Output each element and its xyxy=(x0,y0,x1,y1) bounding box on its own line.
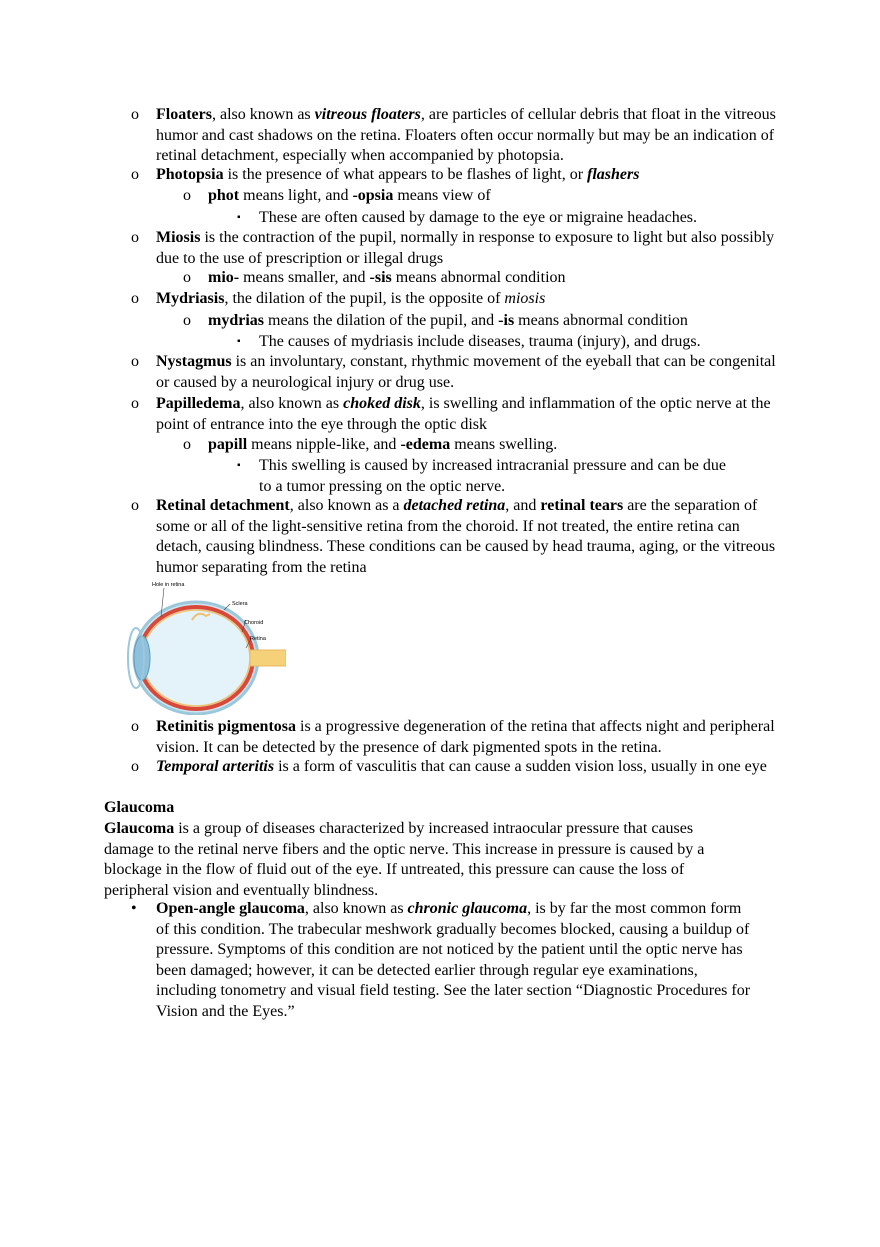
text-run: This swelling is caused by increased intracranial pressure and can be due to a tumor pressing on the optic nerve. xyxy=(259,457,726,495)
term: Nystagmus xyxy=(156,353,232,370)
text-run: means swelling. xyxy=(450,436,558,453)
list-item xyxy=(131,352,781,393)
text-run: means view of xyxy=(393,187,491,204)
paragraph xyxy=(0,819,744,901)
list-item xyxy=(237,332,739,353)
bullet-marker: ▪ xyxy=(237,460,241,471)
text-run: is a form of vasculitis that can cause a sudden vision loss, usually in one eye xyxy=(274,758,767,775)
item-text xyxy=(156,165,781,186)
list-item xyxy=(131,105,781,167)
text-run: , also known as xyxy=(211,106,315,123)
term: miosis xyxy=(504,290,546,307)
item-text xyxy=(208,311,768,332)
text-run: is an involuntary, constant, rhythmic movement of the eyeball that can be congenital or caused by a neurological injury or drug use. xyxy=(156,353,776,391)
item-text xyxy=(208,435,768,456)
text-run: means abnormal condition xyxy=(391,269,566,286)
item-text xyxy=(156,717,781,758)
term: Floaters xyxy=(156,106,212,123)
bullet-marker: o xyxy=(131,106,139,123)
item-text xyxy=(208,186,768,207)
list-item xyxy=(131,757,781,778)
item-text xyxy=(156,289,781,310)
text-run: means light, and xyxy=(239,187,353,204)
text-run: is a group of diseases characterized by increased intraocular pressure that causes damage to the retinal nerve fibers and the optic nerve. This increase in pressure is caused by a blockage in the flow of fluid out of the eye. If untreated, this pressure can cause the loss of peripheral vision and eventually blindness. xyxy=(104,820,705,899)
term: Open-angle glaucoma xyxy=(156,900,305,917)
text-run: means nipple-like, and xyxy=(247,436,401,453)
text-run: means smaller, and xyxy=(239,269,370,286)
term: Miosis xyxy=(156,229,201,246)
label-choroid: Choroid xyxy=(244,620,264,626)
text-run: is the contraction of the pupil, normally in response to exposure to light but also possibly due to the use of prescription or illegal drugs xyxy=(156,229,775,267)
text-run: are the separation of some or all of the light-sensitive retina from the choroid. If not treated, the entire retina can detach, causing blindness. These conditions can be caused by head trauma, aging, or the vitreous humor separating from the retina xyxy=(156,497,776,576)
bullet-marker: o xyxy=(131,718,139,735)
bullet-marker: ▪ xyxy=(237,212,241,223)
bullet-marker: o xyxy=(131,497,139,514)
list-item xyxy=(131,394,781,435)
text-run: These are often caused by damage to the eye or migraine headaches. xyxy=(259,209,698,226)
text-run: , also known as xyxy=(304,900,408,917)
list-item xyxy=(183,186,768,207)
text-run: The causes of mydriasis include diseases, trauma (injury), and drugs. xyxy=(259,333,701,350)
term: Retinitis pigmentosa xyxy=(156,718,296,735)
list-item xyxy=(183,268,768,289)
text-run: , is by far the most common form of this condition. The trabecular meshwork gradually becomes blocked, causing a buildup of pressure. Symptoms of this condition are not noticed by the patient until the optic nerve has been damaged; however, it can be detected earlier through regular eye examinations, including tonometry and visual field testing. See the later section “Diagnostic Procedures for Vision and the Eyes.” xyxy=(156,900,751,1020)
list-item xyxy=(131,289,781,310)
term: Glaucoma xyxy=(104,799,175,816)
text-run: , the dilation of the pupil, is the opposite of xyxy=(224,290,505,307)
item-text xyxy=(156,757,781,778)
list-item xyxy=(131,899,756,1022)
term: Retinal detachment xyxy=(156,497,290,514)
item-text xyxy=(208,268,768,289)
list-item xyxy=(131,717,781,758)
bullet-marker: o xyxy=(131,353,139,370)
term: -is xyxy=(498,312,515,329)
eye-retina-diagram xyxy=(126,580,286,715)
list-item xyxy=(131,228,781,269)
item-text xyxy=(104,819,744,901)
text-run: , and xyxy=(505,497,541,514)
bullet-marker: o xyxy=(183,187,191,204)
label-retina: Retina xyxy=(250,636,266,642)
list-item xyxy=(183,311,768,332)
bullet-marker: o xyxy=(131,290,139,307)
text-run: , is swelling and inflammation of the optic nerve at the point of entrance into the eye through the optic disk xyxy=(156,395,771,433)
item-text xyxy=(156,496,781,578)
bullet-marker: o xyxy=(183,436,191,453)
term: vitreous floaters xyxy=(314,106,421,123)
bullet-marker: o xyxy=(183,312,191,329)
text-run: is the presence of what appears to be flashes of light, or xyxy=(223,166,588,183)
term: Glaucoma xyxy=(104,820,175,837)
item-text xyxy=(259,332,739,353)
label-hole-in-retina: Hole in retina xyxy=(152,582,185,588)
bullet-marker: o xyxy=(131,229,139,246)
bullet-marker: o xyxy=(183,269,191,286)
item-text xyxy=(104,798,744,819)
list-item xyxy=(237,208,739,229)
term: -sis xyxy=(369,269,392,286)
text-run: , are particles of cellular debris that float in the vitreous humor and cast shadows on the retina. Floaters often occur normally but may be an indication of retinal detachment, especially when accompanied by photopsia. xyxy=(156,106,776,164)
item-text xyxy=(156,352,781,393)
item-text xyxy=(156,228,781,269)
term: Photopsia xyxy=(156,166,224,183)
item-text xyxy=(259,456,739,497)
term: -edema xyxy=(400,436,451,453)
list-item xyxy=(183,435,768,456)
term: flashers xyxy=(587,166,640,183)
term: phot xyxy=(208,187,240,204)
term: Mydriasis xyxy=(156,290,225,307)
term: retinal tears xyxy=(540,497,624,514)
list-item xyxy=(131,496,781,578)
bullet-marker: o xyxy=(131,395,139,412)
text-run: is a progressive degeneration of the retina that affects night and peripheral vision. It can be detected by the presence of dark pigmented spots in the retina. xyxy=(156,718,775,756)
section-heading xyxy=(0,798,744,819)
text-run: , also known as xyxy=(240,395,344,412)
text-run: means the dilation of the pupil, and xyxy=(264,312,499,329)
item-text xyxy=(156,105,781,167)
item-text xyxy=(259,208,739,229)
term: mio- xyxy=(208,269,240,286)
term: choked disk xyxy=(343,395,421,412)
item-text xyxy=(156,899,756,1022)
text-run: , also known as a xyxy=(289,497,404,514)
bullet-marker: o xyxy=(131,166,139,183)
term: papill xyxy=(208,436,248,453)
bullet-marker: ▪ xyxy=(237,336,241,347)
term: mydrias xyxy=(208,312,264,329)
term: Temporal arteritis xyxy=(156,758,275,775)
bullet-marker: o xyxy=(131,758,139,775)
bullet-marker: • xyxy=(131,900,137,917)
term: Papilledema xyxy=(156,395,241,412)
list-item xyxy=(131,165,781,186)
label-sclera: Sclera xyxy=(232,601,248,607)
term: chronic glaucoma xyxy=(407,900,528,917)
term: detached retina xyxy=(403,497,506,514)
term: -opsia xyxy=(352,187,394,204)
list-item xyxy=(237,456,739,497)
text-run: means abnormal condition xyxy=(514,312,688,329)
item-text xyxy=(156,394,781,435)
